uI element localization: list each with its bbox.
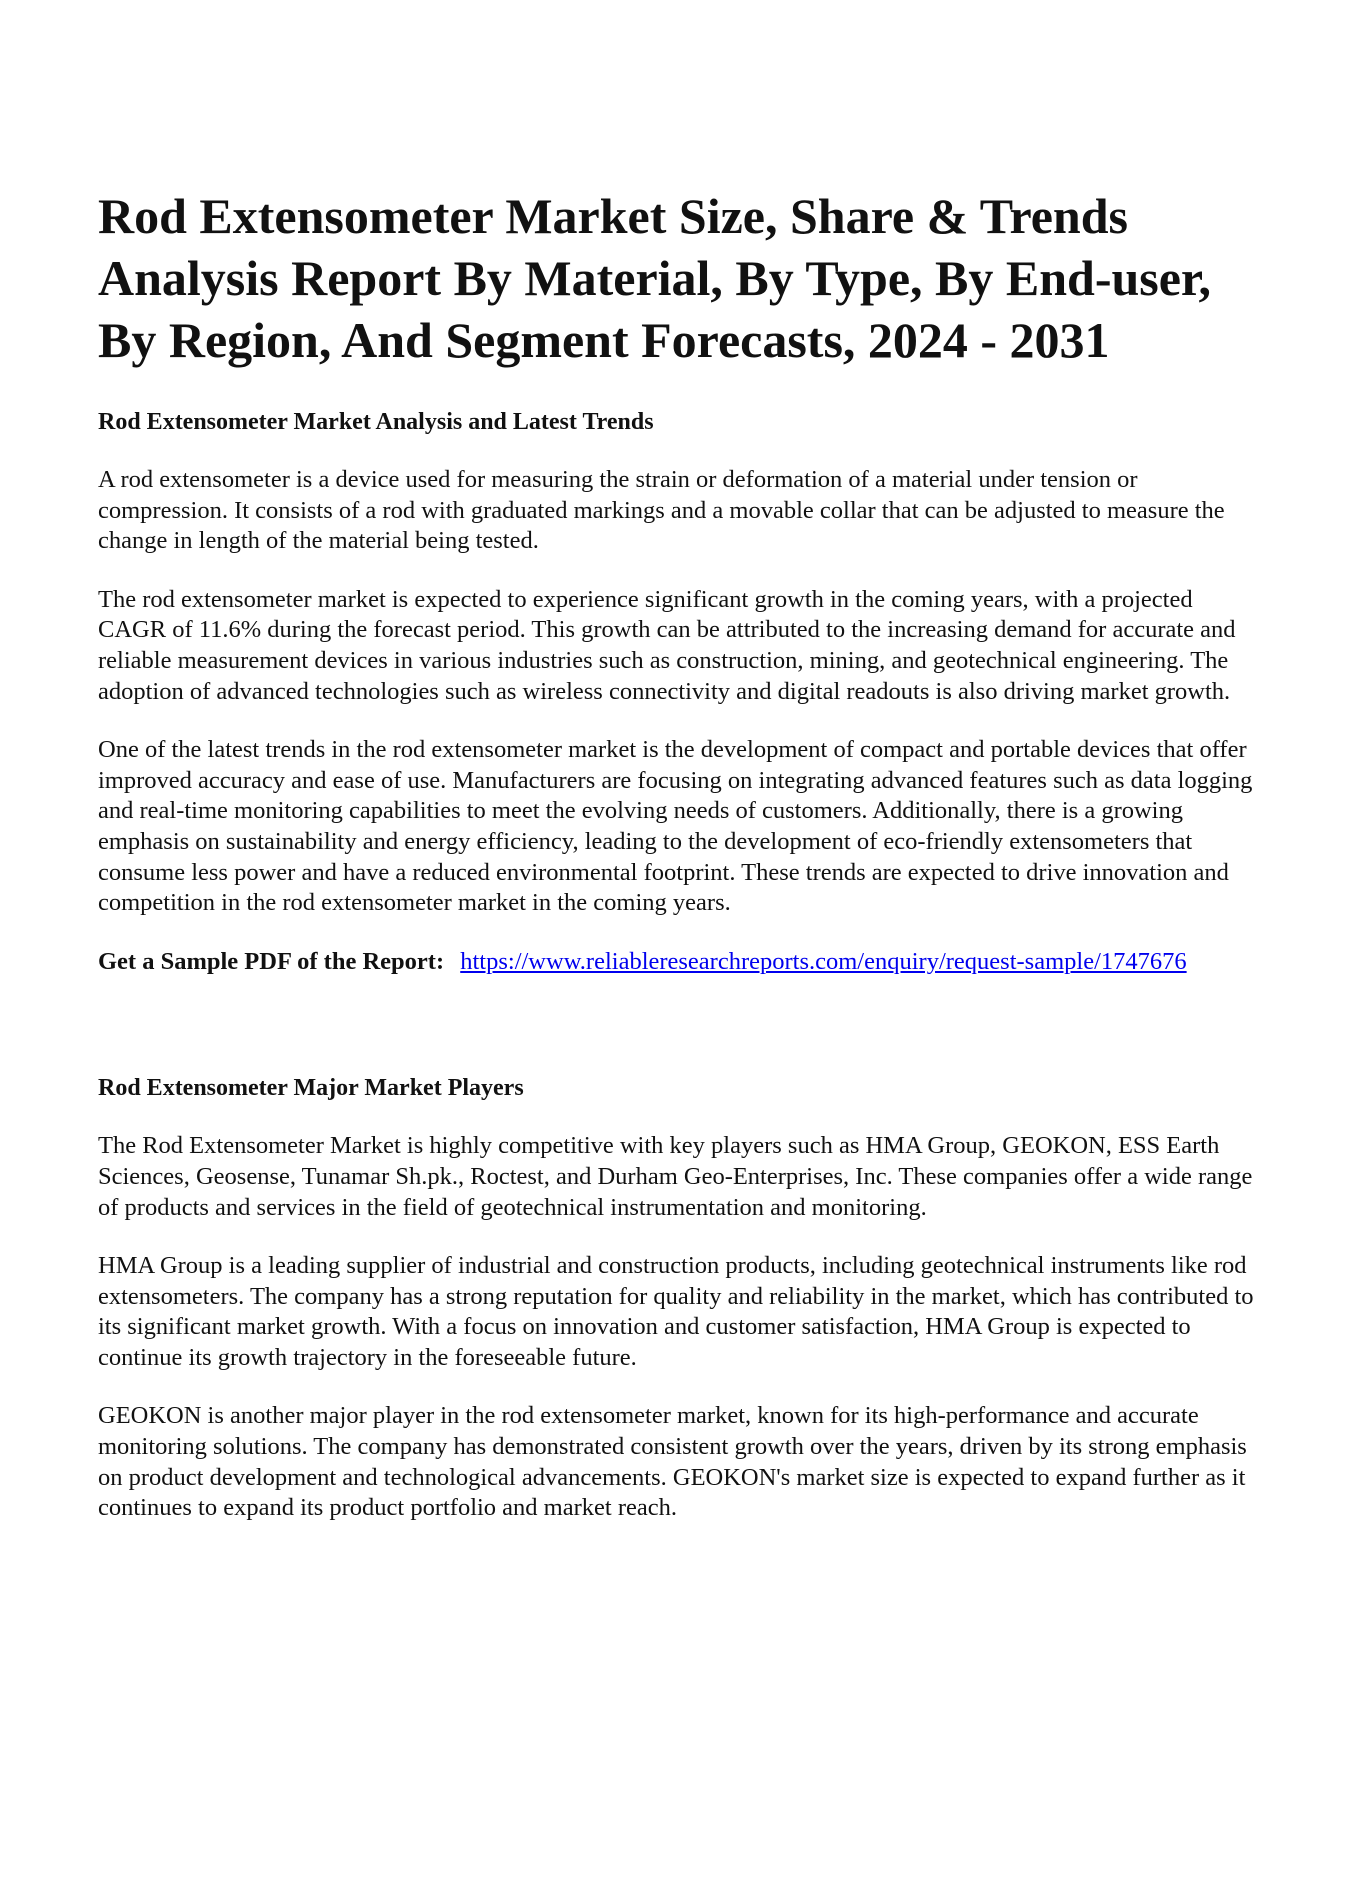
paragraph: One of the latest trends in the rod extensometer market is the development of compact and portable devices that offer improved accuracy and ease of use. Manufacturers are focusing on integrating advanced features such as data logging and real-time monitoring capabilities to meet the evolving needs of customers. Additionally, there is a growing emphasis on sustainability and energy efficiency, leading to the development of eco-friendly extensometers that consume less power and have a reduced environmental footprint. These trends are expected to drive innovation and competition in the rod extensometer market in the coming years. bbox=[98, 736, 1253, 917]
sample-pdf-label: Get a Sample PDF of the Report: bbox=[98, 947, 445, 975]
document-page bbox=[98, 185, 1263, 1552]
section-heading-players: Rod Extensometer Major Market Players bbox=[98, 1075, 524, 1102]
sample-pdf-link[interactable]: https://www.reliableresearchreports.com/enquiry/request-sample/1747676 bbox=[460, 947, 1187, 975]
section-heading-analysis: Rod Extensometer Market Analysis and Latest Trends bbox=[98, 409, 654, 435]
paragraph: The Rod Extensometer Market is highly competitive with key players such as HMA Group, GEOKON, ESS Earth Sciences, Geosense, Tunamar Sh.pk., Roctest, and Durham Geo-Enterprises, Inc. These companies offer a wide range of products and services in the field of geotechnical instrumentation and monitoring. bbox=[98, 1132, 1253, 1221]
paragraph: A rod extensometer is a device used for measuring the strain or deformation of a material under tension or compression. It consists of a rod with graduated markings and a movable collar that can be adjusted to measure the change in length of the material being tested. bbox=[98, 466, 1225, 555]
paragraph: The rod extensometer market is expected to experience significant growth in the coming years, with a projected CAGR of 11.6% during the forecast period. This growth can be attributed to the increasing demand for accurate and reliable measurement devices in various industries such as construction, mining, and geotechnical engineering. The adoption of advanced technologies such as wireless connectivity and digital readouts is also driving market growth. bbox=[98, 585, 1236, 705]
sample-pdf-line bbox=[98, 947, 1263, 978]
paragraph: GEOKON is another major player in the rod extensometer market, known for its high-performance and accurate monitoring solutions. The company has demonstrated consistent growth over the years, driven by its strong emphasis on product development and technological advancements. GEOKON's market size is expected to expand further as it continues to expand its product portfolio and market reach. bbox=[98, 1402, 1247, 1522]
paragraph: HMA Group is a leading supplier of industrial and construction products, including geotechnical instruments like rod extensometers. The company has a strong reputation for quality and reliability in the market, which has contributed to its significant market growth. With a focus on innovation and customer satisfaction, HMA Group is expected to continue its growth trajectory in the foreseeable future. bbox=[98, 1252, 1254, 1371]
page-title: Rod Extensometer Market Size, Share & Trends Analysis Report By Material, By Type, By End-user, By Region, And Segment Forecasts, 2024 - 2031 bbox=[98, 188, 1212, 368]
